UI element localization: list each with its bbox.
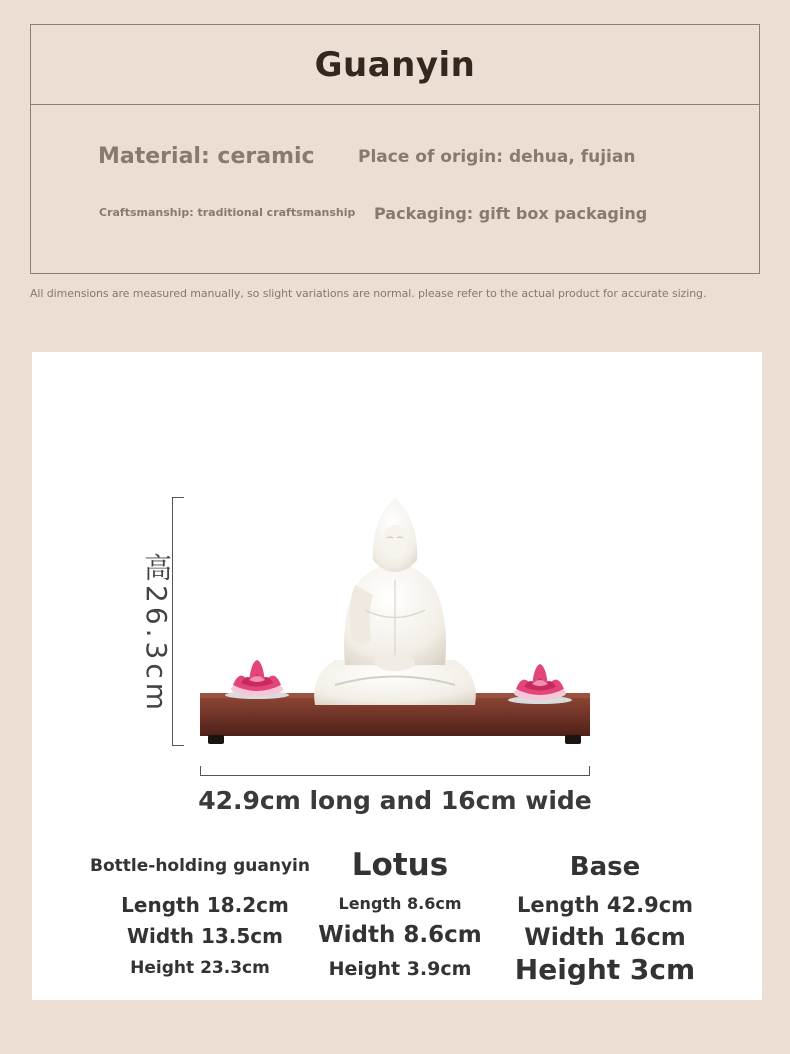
lotus-title: Lotus bbox=[351, 847, 449, 883]
lotus-right bbox=[508, 664, 572, 704]
lotus-width: Width 8.6cm bbox=[318, 922, 482, 948]
width-label: 42.9cm long and 16cm wide bbox=[198, 786, 592, 815]
craftsmanship-text: Craftsmanship: traditional craftsmanship bbox=[99, 206, 356, 219]
guanyin-height: Height 23.3cm bbox=[130, 958, 270, 978]
product-illustration bbox=[195, 490, 595, 750]
guanyin-length: Length 18.2cm bbox=[121, 893, 289, 917]
spec-title-row bbox=[31, 25, 759, 105]
base-length: Length 42.9cm bbox=[516, 893, 694, 917]
base-height: Height 3cm bbox=[514, 953, 696, 986]
lotus-left bbox=[225, 660, 289, 699]
guanyin-width: Width 13.5cm bbox=[126, 924, 284, 948]
height-label: 高26.3cm bbox=[140, 553, 173, 715]
disclaimer-text: All dimensions are measured manually, so slight variations are normal. please refer to the actual product for accurate sizing. bbox=[30, 287, 707, 300]
origin-text: Place of origin: dehua, fujian bbox=[358, 147, 636, 167]
product-title: Guanyin bbox=[314, 44, 476, 85]
base-width: Width 16cm bbox=[524, 923, 686, 951]
lotus-height: Height 3.9cm bbox=[328, 958, 472, 980]
material-text: Material: ceramic bbox=[98, 144, 315, 169]
lotus-length: Length 8.6cm bbox=[338, 894, 462, 913]
packaging-text: Packaging: gift box packaging bbox=[374, 204, 648, 223]
guanyin-title: Bottle-holding guanyin bbox=[90, 856, 310, 876]
base-title: Base bbox=[569, 852, 641, 882]
width-bracket bbox=[200, 766, 590, 776]
guanyin-statue bbox=[314, 498, 476, 705]
